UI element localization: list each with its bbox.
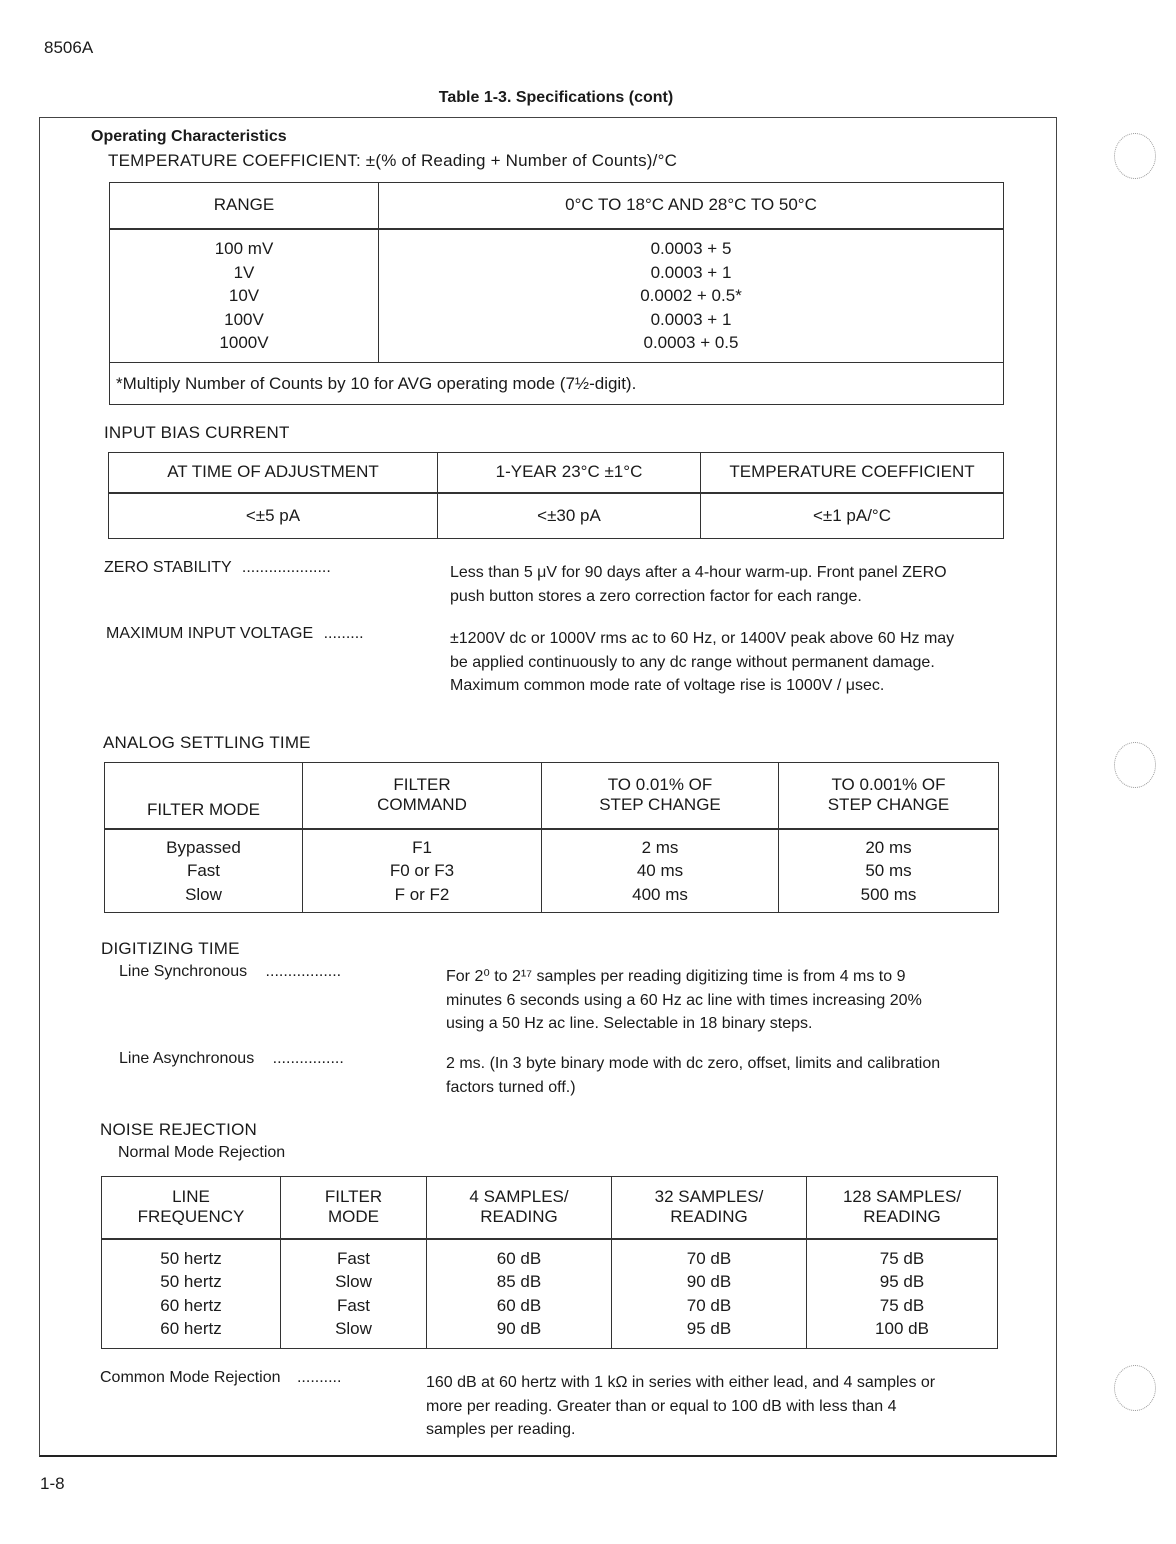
cmr-text: Common Mode Rejection [100, 1369, 281, 1386]
col-header-4-samples [427, 1177, 612, 1239]
header-line: 32 SAMPLES/ [654, 1187, 764, 1207]
cell: Slow [335, 1319, 372, 1339]
col-header-128-samples [807, 1177, 998, 1239]
cell: 50 ms [865, 861, 912, 880]
cell: Bypassed [166, 837, 241, 857]
coeff-cell: 0.0003 + 0.5 [643, 333, 739, 352]
desc-line: factors turned off.) [446, 1078, 576, 1096]
input-bias-label: INPUT BIAS CURRENT [104, 423, 290, 442]
desc-line: ±1200V dc or 1000V rms ac to 60 Hz, or 1400V peak above 60 Hz may [450, 630, 955, 647]
desc-line: be applied continuously to any dc range without permanent damage. [450, 653, 935, 671]
cell: 100 dB [875, 1319, 929, 1339]
header-line: LINE [172, 1187, 210, 1207]
range-column [110, 229, 379, 363]
dot-leader: ................. [265, 963, 342, 980]
cell: F or F2 [394, 884, 450, 904]
coeff-cell: 0.0003 + 5 [650, 239, 732, 258]
line-sync-desc [446, 965, 922, 1036]
dot-leader: .................... [241, 559, 331, 576]
cell: 500 ms [860, 884, 917, 904]
line-sync-label [119, 963, 341, 981]
binder-hole-icon [1114, 1365, 1156, 1411]
settling-label: ANALOG SETTLING TIME [103, 733, 311, 752]
cell: Slow [335, 1272, 372, 1292]
cell: 70 dB [686, 1248, 732, 1268]
max-input-text: MAXIMUM INPUT VOLTAGE [106, 625, 314, 642]
col-header-filter-mode: FILTER MODE [105, 763, 303, 829]
col-header-filter-command [303, 763, 542, 829]
col-header-filter-mode [281, 1177, 427, 1239]
header-line: READING [480, 1207, 558, 1227]
cell: 50 hertz [160, 1248, 222, 1268]
cell: 75 dB [879, 1295, 925, 1315]
binder-hole-icon [1114, 742, 1156, 788]
header-line: TO 0.001% OF [831, 775, 946, 795]
desc-line: For 2⁰ to 2¹⁷ samples per reading digitizing time is from 4 ms to 9 [446, 968, 906, 985]
cmr-label [100, 1369, 341, 1387]
cell: 60 dB [496, 1295, 542, 1315]
range-cell: 10V [228, 286, 260, 305]
cell: Slow [185, 884, 222, 904]
desc-line: 2 ms. (In 3 byte binary mode with dc zero, offset, limits and calibration [446, 1055, 941, 1072]
dot-leader: ................ [272, 1050, 344, 1067]
col-header-range: RANGE [110, 183, 379, 229]
frequency-column [102, 1239, 281, 1349]
model-number: 8506A [44, 38, 94, 57]
cell: 20 ms [865, 837, 912, 857]
range-cell: 1V [233, 262, 255, 282]
desc-line: Maximum common mode rate of voltage rise is 1000V / μsec. [450, 677, 885, 694]
coeff-cell: 0.0002 + 0.5* [640, 286, 742, 305]
32-samples-column [612, 1239, 807, 1349]
cell: 60 dB [496, 1248, 542, 1268]
col-header-pct-01 [542, 763, 779, 829]
desc-line: push button stores a zero correction factor for each range. [450, 587, 862, 605]
filter-mode-column [281, 1239, 427, 1349]
header-line: STEP CHANGE [599, 795, 721, 815]
coeff-column [379, 229, 1004, 363]
header-line: FILTER [324, 1187, 383, 1207]
cell: 2 ms [641, 837, 679, 857]
max-input-label [106, 625, 364, 643]
dot-leader: .......... [296, 1369, 342, 1386]
header-line: READING [670, 1207, 748, 1227]
bias-value: <±5 pA [109, 493, 438, 539]
cell: F1 [412, 837, 432, 857]
temp-coeff-table [109, 182, 1004, 405]
coeff-cell: 0.0003 + 1 [650, 262, 732, 282]
max-input-desc [450, 627, 954, 698]
cell: F0 or F3 [389, 861, 455, 880]
col-header-pct-001 [779, 763, 999, 829]
desc-line: 160 dB at 60 hertz with 1 kΩ in series with either lead, and 4 samples or [426, 1374, 936, 1391]
pct-001-column [779, 829, 999, 913]
noise-label: NOISE REJECTION [100, 1120, 257, 1139]
col-header-one-year: 1-YEAR 23°C ±1°C [438, 453, 701, 493]
section-heading: Operating Characteristics [91, 128, 287, 145]
cell: 60 hertz [160, 1319, 222, 1339]
header-line: FILTER [393, 775, 451, 795]
header-line: 4 SAMPLES/ [469, 1187, 569, 1207]
cell: Fast [186, 861, 221, 880]
bias-value: <±30 pA [438, 493, 701, 539]
table-title: Table 1-3. Specifications (cont) [438, 89, 674, 106]
cell: Fast [336, 1248, 371, 1268]
temp-coeff-footnote: *Multiply Number of Counts by 10 for AVG operating mode (7½-digit). [110, 363, 1004, 405]
cell: 400 ms [632, 884, 688, 904]
cell: 70 dB [686, 1295, 732, 1315]
dot-leader: ......... [323, 625, 364, 642]
128-samples-column [807, 1239, 998, 1349]
cell: 60 hertz [160, 1295, 222, 1315]
line-async-label [119, 1050, 344, 1068]
header-line: STEP CHANGE [827, 795, 950, 815]
header-line: READING [863, 1207, 941, 1227]
cell: 95 dB [686, 1319, 732, 1339]
bias-value: <±1 pA/°C [701, 493, 1004, 539]
cell: 95 dB [879, 1272, 925, 1292]
cell: 40 ms [636, 861, 684, 880]
header-line: FREQUENCY [137, 1207, 245, 1227]
cmr-desc [426, 1371, 935, 1442]
4-samples-column [427, 1239, 612, 1349]
col-header-32-samples [612, 1177, 807, 1239]
cell: 50 hertz [160, 1272, 222, 1292]
digitizing-label: DIGITIZING TIME [101, 939, 240, 958]
col-header-temp-coeff: TEMPERATURE COEFFICIENT [701, 453, 1004, 493]
page-number: 1-8 [40, 1474, 65, 1493]
normal-mode-label: Normal Mode Rejection [118, 1144, 286, 1161]
range-cell: 1000V [219, 333, 269, 352]
cell: 90 dB [496, 1319, 542, 1339]
settling-table [104, 762, 999, 913]
coeff-cell: 0.0003 + 1 [650, 309, 732, 329]
zero-stability-desc [450, 561, 947, 608]
command-column [303, 829, 542, 913]
line-sync-text: Line Synchronous [119, 963, 248, 980]
range-cell: 100 mV [214, 239, 274, 258]
col-header-temp-range: 0°C TO 18°C AND 28°C TO 50°C [379, 183, 1004, 229]
line-async-text: Line Asynchronous [119, 1050, 255, 1067]
cell: 90 dB [686, 1272, 732, 1292]
pct-01-column [542, 829, 779, 913]
binder-hole-icon [1114, 133, 1156, 179]
cell: 75 dB [879, 1248, 925, 1268]
line-async-desc [446, 1052, 940, 1099]
header-line: 128 SAMPLES/ [842, 1187, 962, 1207]
desc-line: minutes 6 seconds using a 60 Hz ac line with times increasing 20% [446, 991, 922, 1009]
desc-line: samples per reading. [426, 1421, 576, 1438]
col-header-line-frequency [102, 1177, 281, 1239]
zero-stability-label [104, 559, 331, 577]
header-line: COMMAND [377, 795, 467, 815]
cell: Fast [336, 1295, 371, 1315]
normal-mode-table [101, 1176, 998, 1349]
col-header-adjustment: AT TIME OF ADJUSTMENT [109, 453, 438, 493]
desc-line: using a 50 Hz ac line. Selectable in 18 binary steps. [446, 1015, 813, 1032]
range-cell: 100V [224, 309, 264, 329]
desc-line: Less than 5 μV for 90 days after a 4-hour warm-up. Front panel ZERO [450, 564, 947, 581]
header-line: TO 0.01% OF [607, 775, 713, 795]
temp-coeff-label: TEMPERATURE COEFFICIENT: ±(% of Reading + Number of Counts)/°C [108, 151, 678, 170]
cell: 85 dB [496, 1272, 542, 1292]
desc-line: more per reading. Greater than or equal to 100 dB with less than 4 [426, 1397, 897, 1415]
header-line: MODE [328, 1207, 379, 1227]
input-bias-table [108, 452, 1004, 539]
mode-column [105, 829, 303, 913]
zero-stability-text: ZERO STABILITY [104, 559, 232, 576]
